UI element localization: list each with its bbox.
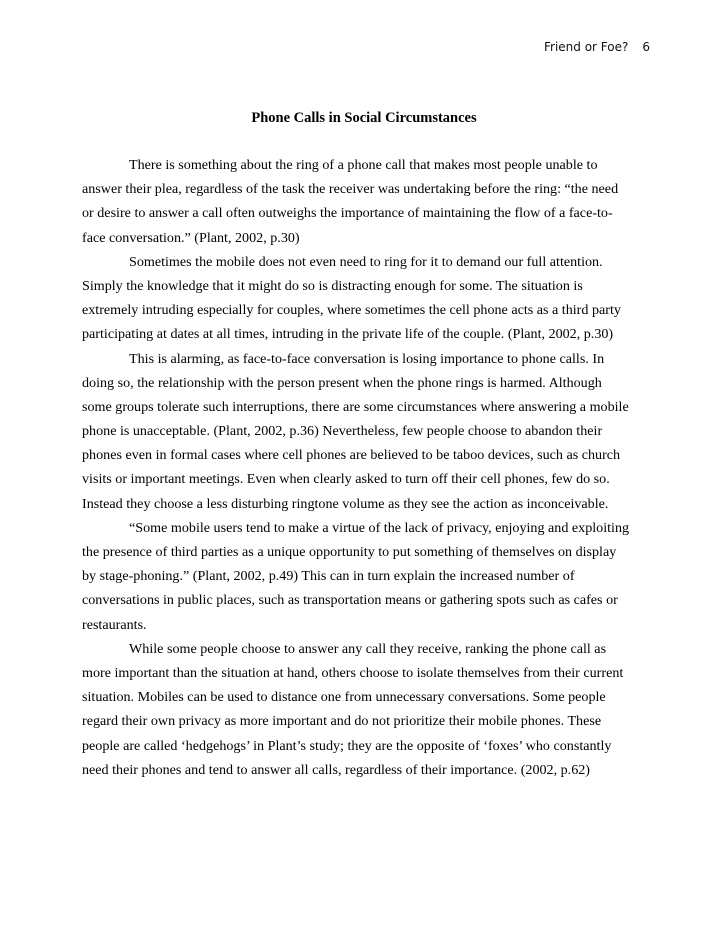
text-line: Simply the knowledge that it might do so is distracting enough for some. The situation is — [82, 277, 583, 294]
text-line: situation. Mobiles can be used to distance one from unnecessary conversations. Some people — [82, 689, 606, 706]
text-line: conversations in public places, such as transportation means or gathering spots such as cafes or — [82, 592, 618, 609]
text-line: or desire to answer a call often outweighs the importance of maintaining the flow of a face-to- — [82, 205, 613, 222]
text-line: extremely intruding especially for couples, where sometimes the cell phone acts as a third party — [82, 302, 621, 319]
page-number: 6 — [642, 40, 650, 54]
text-line: some groups tolerate such interruptions, there are some circumstances where answering a mobile — [82, 398, 629, 415]
text-line: visits or important meetings. Even when clearly asked to turn off their cell phones, few do so. — [82, 471, 610, 488]
text-line: There is something about the ring of a phone call that makes most people unable to — [129, 157, 598, 173]
section-title: Phone Calls in Social Circumstances — [251, 110, 477, 126]
running-title: Friend or Foe? — [543, 40, 629, 54]
body-text — [82, 153, 642, 782]
text-line: participating at dates at all times, intruding in the private life of the couple. (Plant, 2002, p.30) — [82, 326, 614, 343]
text-line: “Some mobile users tend to make a virtue of the lack of privacy, enjoying and exploiting — [129, 519, 630, 536]
text-line: more important than the situation at hand, others choose to isolate themselves from their current — [82, 664, 624, 681]
text-line: doing so, the relationship with the person present when the phone rings is harmed. Although — [82, 374, 602, 391]
text-line: the presence of third parties as a unique opportunity to put something of themselves on display — [82, 544, 617, 560]
text-line: answer their plea, regardless of the task the receiver was undertaking before the ring: “the need — [82, 181, 619, 198]
text-line: Instead they choose a less disturbing ringtone volume as they see the action as inconceivable. — [82, 495, 609, 512]
text-line: While some people choose to answer any call they receive, ranking the phone call as — [129, 640, 607, 657]
text-line: restaurants. — [82, 616, 147, 633]
text-line: This is alarming, as face-to-face conversation is losing importance to phone calls. In — [129, 350, 605, 367]
text-line: Sometimes the mobile does not even need to ring for it to demand our full attention. — [129, 253, 603, 270]
running-header — [544, 40, 650, 54]
text-line: people are called ‘hedgehogs’ in Plant’s study; they are the opposite of ‘foxes’ who constantly — [82, 737, 612, 754]
text-line: by stage-phoning.” (Plant, 2002, p.49) This can in turn explain the increased number of — [82, 568, 575, 585]
text-line: phone is unacceptable. (Plant, 2002, p.36) Nevertheless, few people choose to abandon their — [82, 423, 603, 440]
text-line: face conversation.” (Plant, 2002, p.30) — [82, 229, 300, 246]
text-line: need their phones and tend to answer all calls, regardless of their importance. (2002, p.62) — [82, 761, 590, 778]
text-line: regard their own privacy as more important and do not prioritize their mobile phones. These — [82, 713, 602, 730]
text-line: phones even in formal cases where cell phones are believed to be taboo devices, such as church — [82, 447, 621, 464]
